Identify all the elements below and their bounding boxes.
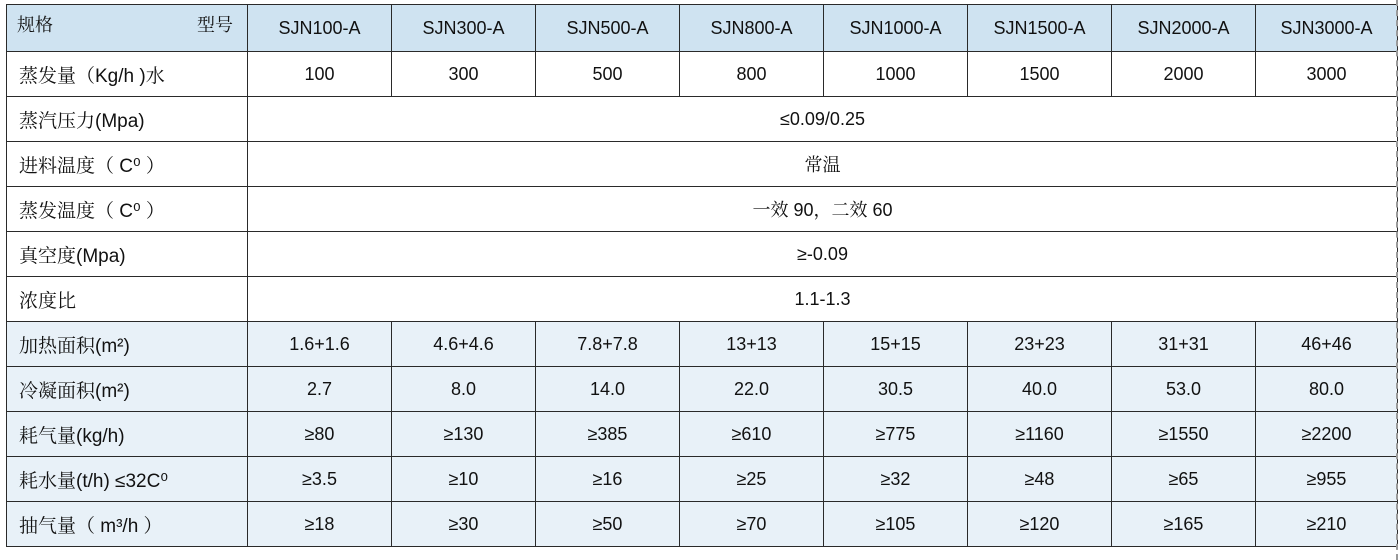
- cell-value: 1000: [824, 52, 968, 97]
- row-evaporation: [7, 52, 1398, 97]
- row-label: 冷凝面积(m²): [7, 367, 248, 412]
- model-header: SJN100-A: [248, 5, 392, 52]
- cell-value: ≥70: [680, 502, 824, 547]
- cell-value: ≥610: [680, 412, 824, 457]
- cell-value: 8.0: [392, 367, 536, 412]
- cell-value: ≥25: [680, 457, 824, 502]
- cell-value: 23+23: [968, 322, 1112, 367]
- cell-value: ≥30: [392, 502, 536, 547]
- cell-value: 30.5: [824, 367, 968, 412]
- row-label: 耗水量(t/h) ≤32C⁰: [7, 457, 248, 502]
- cell-value: 500: [536, 52, 680, 97]
- cell-value: ≥80: [248, 412, 392, 457]
- cell-value: ≥3.5: [248, 457, 392, 502]
- cell-value: 14.0: [536, 367, 680, 412]
- cell-value: 1.6+1.6: [248, 322, 392, 367]
- row-label: 浓度比: [7, 277, 248, 322]
- row-label: 耗气量(kg/h): [7, 412, 248, 457]
- cell-value: ≥48: [968, 457, 1112, 502]
- cell-value: ≥16: [536, 457, 680, 502]
- row-pumping: [7, 502, 1398, 547]
- cell-value: 22.0: [680, 367, 824, 412]
- cell-value: 80.0: [1256, 367, 1398, 412]
- spec-table: [6, 4, 1398, 547]
- header-row: [7, 5, 1398, 52]
- cell-value: 300: [392, 52, 536, 97]
- cell-value: 2.7: [248, 367, 392, 412]
- model-header: SJN1500-A: [968, 5, 1112, 52]
- row-evap-temp: [7, 187, 1398, 232]
- model-header: SJN3000-A: [1256, 5, 1398, 52]
- row-heating-area: [7, 322, 1398, 367]
- row-label: 进料温度（ C⁰ ）: [7, 142, 248, 187]
- cell-value: 4.6+4.6: [392, 322, 536, 367]
- cell-value: ≥210: [1256, 502, 1398, 547]
- corner-spec-label: 规格: [17, 15, 53, 35]
- row-vacuum: [7, 232, 1398, 277]
- cell-value: 100: [248, 52, 392, 97]
- row-feed-temp: [7, 142, 1398, 187]
- row-label: 蒸发量（Kg/h )水: [7, 52, 248, 97]
- model-header: SJN300-A: [392, 5, 536, 52]
- cell-value: 46+46: [1256, 322, 1398, 367]
- cell-value: ≥120: [968, 502, 1112, 547]
- merged-value: 常温: [248, 142, 1398, 187]
- cell-value: 3000: [1256, 52, 1398, 97]
- row-condensing-area: [7, 367, 1398, 412]
- cell-value: 31+31: [1112, 322, 1256, 367]
- row-steam-pressure: [7, 97, 1398, 142]
- row-concentration: [7, 277, 1398, 322]
- cell-value: 1500: [968, 52, 1112, 97]
- page-edge-dashed-line: [1396, 0, 1398, 560]
- cell-value: ≥1550: [1112, 412, 1256, 457]
- merged-value: 一效 90，二效 60: [248, 187, 1398, 232]
- corner-header-cell: [7, 5, 248, 52]
- cell-value: ≥165: [1112, 502, 1256, 547]
- cell-value: ≥18: [248, 502, 392, 547]
- row-label: 蒸汽压力(Mpa): [7, 97, 248, 142]
- model-header: SJN500-A: [536, 5, 680, 52]
- merged-value: ≤0.09/0.25: [248, 97, 1398, 142]
- corner-model-label: 型号: [197, 15, 233, 35]
- model-header: SJN1000-A: [824, 5, 968, 52]
- cell-value: ≥775: [824, 412, 968, 457]
- merged-value: 1.1-1.3: [248, 277, 1398, 322]
- cell-value: 7.8+7.8: [536, 322, 680, 367]
- cell-value: ≥65: [1112, 457, 1256, 502]
- cell-value: ≥2200: [1256, 412, 1398, 457]
- cell-value: 53.0: [1112, 367, 1256, 412]
- cell-value: ≥130: [392, 412, 536, 457]
- cell-value: ≥385: [536, 412, 680, 457]
- row-water-consumption: [7, 457, 1398, 502]
- cell-value: ≥105: [824, 502, 968, 547]
- row-label: 抽气量（ m³/h ）: [7, 502, 248, 547]
- cell-value: 40.0: [968, 367, 1112, 412]
- row-steam-consumption: [7, 412, 1398, 457]
- cell-value: ≥50: [536, 502, 680, 547]
- cell-value: ≥1160: [968, 412, 1112, 457]
- cell-value: 15+15: [824, 322, 968, 367]
- cell-value: 2000: [1112, 52, 1256, 97]
- merged-value: ≥-0.09: [248, 232, 1398, 277]
- cell-value: 13+13: [680, 322, 824, 367]
- cell-value: ≥955: [1256, 457, 1398, 502]
- cell-value: ≥32: [824, 457, 968, 502]
- model-header: SJN800-A: [680, 5, 824, 52]
- cell-value: ≥10: [392, 457, 536, 502]
- row-label: 蒸发温度（ C⁰ ）: [7, 187, 248, 232]
- model-header: SJN2000-A: [1112, 5, 1256, 52]
- row-label: 加热面积(m²): [7, 322, 248, 367]
- row-label: 真空度(Mpa): [7, 232, 248, 277]
- cell-value: 800: [680, 52, 824, 97]
